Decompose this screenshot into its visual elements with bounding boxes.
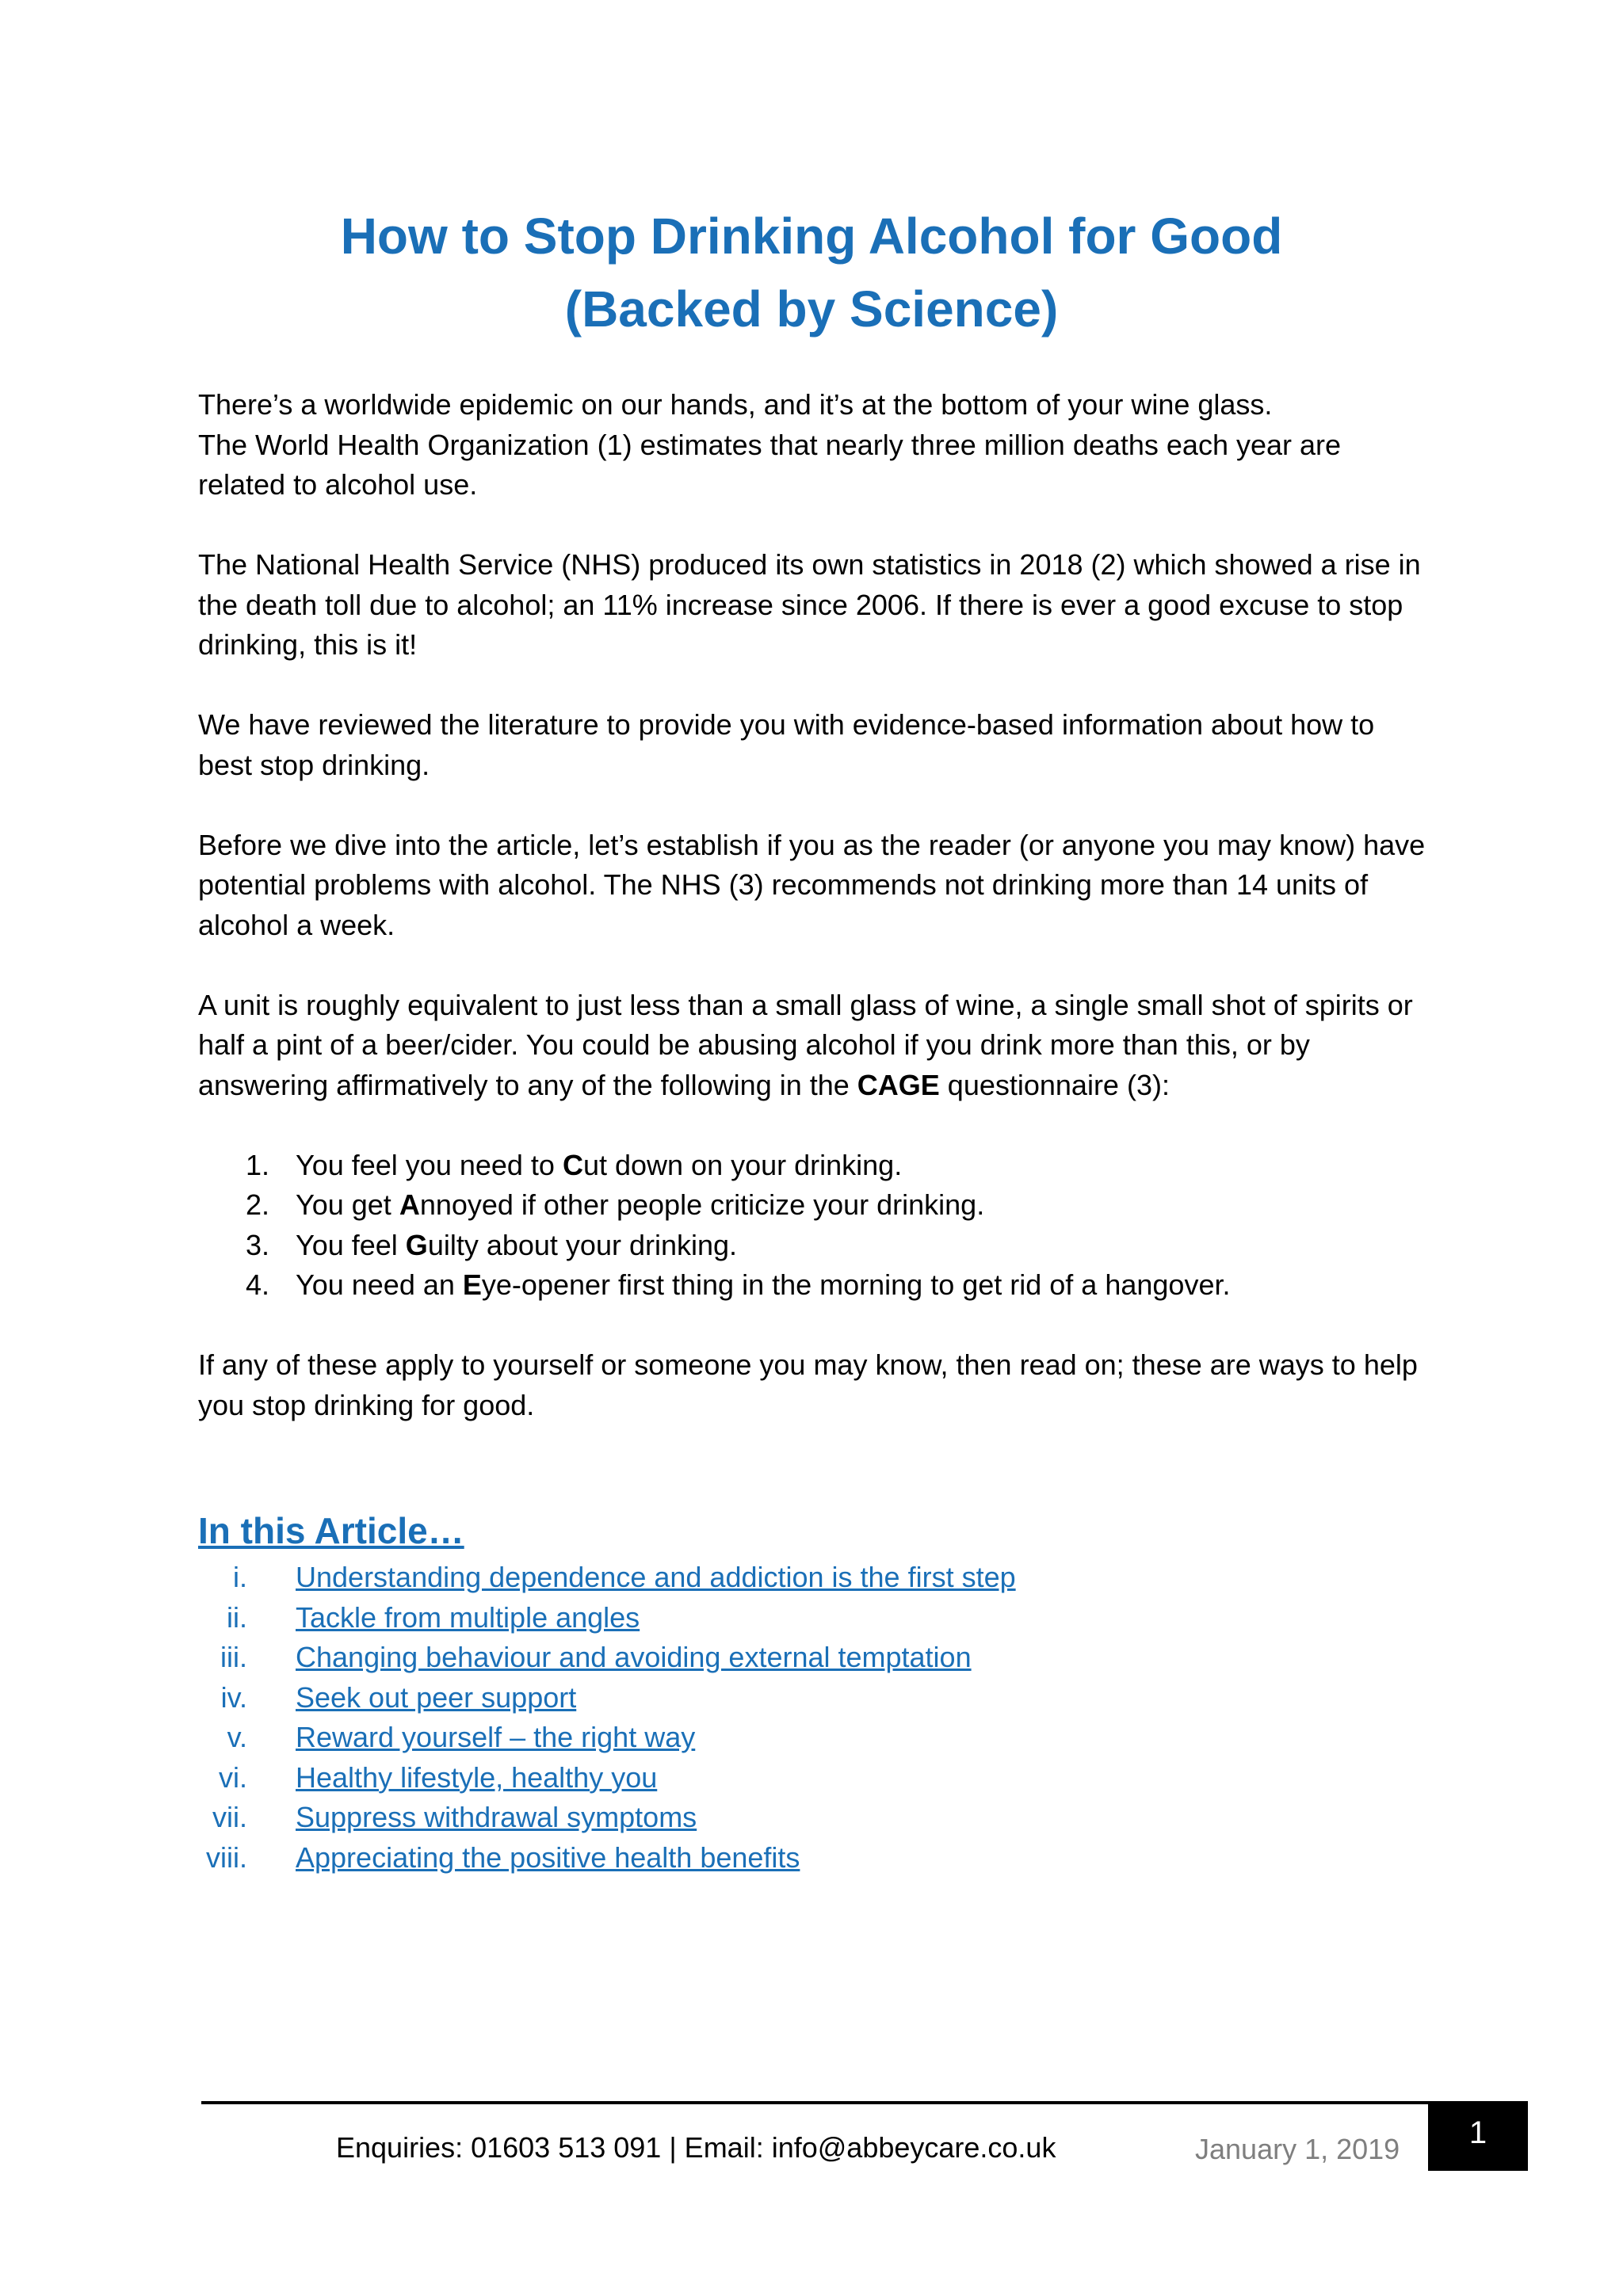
list-text: nnoyed if other people criticize your drinking. [419,1188,985,1221]
toc-heading: In this Article… [198,1510,464,1551]
article-body [198,385,1434,1466]
toc-link[interactable]: Healthy lifestyle, healthy you [296,1760,658,1794]
list-text: You feel [296,1228,406,1261]
list-text: You get [296,1188,399,1221]
toc-item [198,1558,1387,1598]
toc-link[interactable]: Changing behaviour and avoiding external temptation [296,1641,972,1673]
list-text: uilty about your drinking. [427,1228,738,1261]
intro-line-2: The World Health Organization (1) estimates that nearly three million deaths each year are related to alcohol use. [198,428,1342,501]
read-on-paragraph: If any of these apply to yourself or someone you may know, then read on; these are ways to help you stop drinking for good. [198,1348,1418,1421]
toc-numeral: iv. [220,1680,247,1714]
literature-paragraph: We have reviewed the literature to provide you with evidence-based information about how to best stop drinking. [198,708,1375,781]
toc-link[interactable]: Appreciating the positive health benefits [296,1840,800,1874]
list-text: ye-opener first thing in the morning to get rid of a hangover. [481,1268,1231,1301]
toc-item [198,1838,1387,1878]
list-text: You need an [296,1268,463,1301]
establish-paragraph: Before we dive into the article, let’s establish if you as the reader (or anyone you may know) have potential problems with alcohol. The NHS (3) recommends not drinking more than 14 units of alcohol a week. [198,828,1426,941]
list-number: 1. [246,1148,270,1181]
footer-divider [201,2101,1528,2104]
list-number: 4. [246,1268,270,1301]
list-number: 2. [246,1188,270,1221]
toc-link[interactable]: Suppress withdrawal symptoms [296,1801,697,1833]
unit-text-before: A unit is roughly equivalent to just less than a small glass of wine, a single small shot of spirits or half a pint of a beer/cider. You could be abusing alcohol if you drink more than this, or by answering affirmatively to any of the following in the [198,988,1413,1101]
toc-numeral: viii. [206,1840,247,1874]
toc-item [198,1598,1387,1638]
toc-numeral: v. [227,1721,247,1753]
list-letter: C [562,1148,583,1181]
unit-paragraph [198,986,1434,1106]
footer-date: January 1, 2019 [1195,2133,1400,2165]
list-number: 3. [246,1228,270,1261]
cage-questionnaire-list [198,1146,1434,1306]
toc-numeral: vi. [219,1760,247,1794]
cage-term: CAGE [857,1068,940,1101]
toc-link[interactable]: Seek out peer support [296,1680,577,1714]
page-title [0,200,1623,345]
toc-item [198,1758,1387,1798]
page-number: 1 [1428,2101,1528,2171]
list-item [198,1185,1434,1226]
list-item [198,1146,1434,1186]
toc-link[interactable]: Reward yourself – the right way [296,1721,696,1753]
toc-link[interactable]: Understanding dependence and addiction is the first step [296,1561,1016,1593]
toc-numeral: ii. [227,1600,247,1634]
toc-item [198,1718,1387,1758]
nhs-paragraph: The National Health Service (NHS) produced its own statistics in 2018 (2) which showed a rise in the death toll due to alcohol; an 11% increase since 2006. If there is ever a good excuse to stop drinking, this is it! [198,548,1421,661]
toc-link[interactable]: Tackle from multiple angles [296,1600,640,1634]
footer-contact: Enquiries: 01603 513 091 | Email: info@abbeycare.co.uk [336,2131,1056,2164]
toc-numeral: i. [233,1561,247,1593]
toc-item [198,1798,1387,1838]
toc-numeral: iii. [220,1641,247,1673]
table-of-contents [198,1558,1387,1878]
list-item [198,1265,1434,1306]
title-line-2: (Backed by Science) [564,280,1059,338]
list-text: You feel you need to [296,1148,563,1181]
toc-item [198,1678,1387,1718]
list-text: ut down on your drinking. [582,1148,903,1181]
list-letter: E [462,1268,482,1301]
list-letter: A [399,1188,420,1221]
title-line-1: How to Stop Drinking Alcohol for Good [340,208,1283,265]
unit-text-after: questionnaire (3): [939,1068,1170,1101]
intro-paragraph [198,385,1434,505]
toc-item [198,1638,1387,1678]
list-letter: G [405,1228,428,1261]
intro-line-1: There’s a worldwide epidemic on our hands, and it’s at the bottom of your wine glass. [198,388,1273,421]
toc-numeral: vii. [212,1801,247,1833]
list-item [198,1226,1434,1266]
